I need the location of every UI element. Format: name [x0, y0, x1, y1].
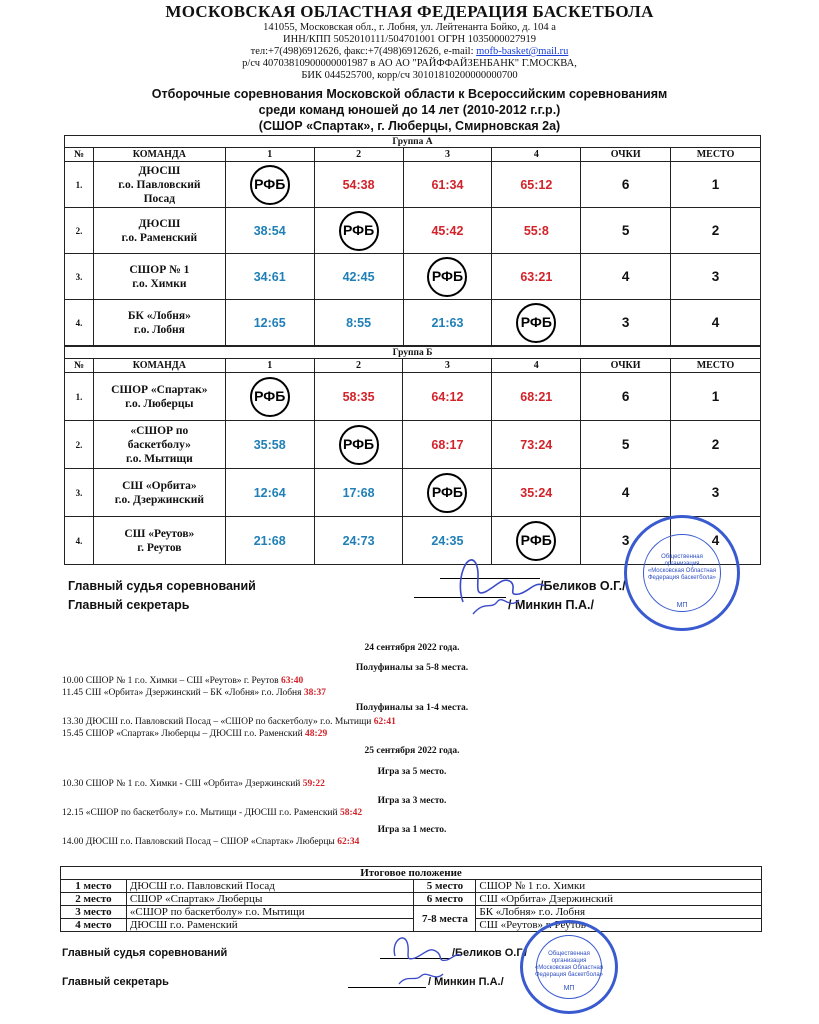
- score-cell: 61:34: [403, 162, 492, 208]
- stamp2-mp: МП: [563, 985, 575, 992]
- team-name: [93, 162, 225, 208]
- judge-name-2: /Беликов О.Г./: [452, 947, 528, 959]
- group-a-table: [64, 135, 761, 346]
- header-place: МЕСТО: [671, 148, 761, 162]
- points-cell: 3: [581, 517, 671, 565]
- stamp2-line-2: организация: [551, 958, 587, 964]
- header-col-3: 3: [403, 148, 492, 162]
- match-3-score: 62:41: [373, 717, 396, 727]
- match-4-score: 48:29: [305, 729, 328, 739]
- team-line-2: г.о. Дзержинский: [114, 493, 204, 506]
- score-cell: 34:61: [225, 254, 314, 300]
- header-place: МЕСТО: [671, 359, 761, 373]
- team-line-2: г.о. Раменский: [121, 231, 198, 244]
- place-5-label: 5 место: [414, 880, 476, 893]
- diagonal-cell: [492, 300, 581, 346]
- stamp-line-2: организация: [664, 561, 700, 567]
- place-6-team: СШ «Орбита» Дзержинский: [476, 893, 762, 906]
- team-line-3: г.о. Мытищи: [125, 452, 193, 465]
- place-8-team: СШ «Реутов» г. Реутов: [476, 919, 762, 932]
- row-number: 2.: [65, 421, 94, 469]
- header-num: №: [65, 359, 94, 373]
- points-cell: 5: [581, 208, 671, 254]
- place-4-label: 4 место: [61, 919, 127, 932]
- email-link[interactable]: mofb-basket@mail.ru: [476, 46, 569, 57]
- game-3-heading: Игра за 3 место.: [377, 796, 447, 806]
- judge-signature: [445, 540, 555, 620]
- place-6-label: 6 место: [414, 893, 476, 906]
- place-cell: 2: [671, 208, 761, 254]
- score-cell: 65:12: [492, 162, 581, 208]
- score-cell: 58:35: [314, 373, 403, 421]
- team-line-1: БК «Лобня»: [127, 309, 191, 322]
- header-col-4: 4: [492, 148, 581, 162]
- match-7: [62, 837, 359, 847]
- official-stamp-2: [520, 920, 618, 1014]
- judge-label-2: Главный судья соревнований: [62, 947, 228, 959]
- match-3-teams: 13.30 ДЮСШ г.о. Павловский Посад – «СШОР по баскетболу» г.о. Мытищи: [62, 717, 374, 727]
- score-cell: 35:24: [492, 469, 581, 517]
- match-3: [62, 717, 396, 727]
- match-4: [62, 729, 327, 739]
- score-cell: 55:8: [492, 208, 581, 254]
- team-line-2: г.о. Люберцы: [125, 397, 194, 410]
- stamp-mp: МП: [676, 602, 688, 609]
- match-2: [62, 688, 326, 698]
- rfb-logo: РФБ: [339, 425, 379, 465]
- match-4-teams: 15.45 СШОР «Спартак» Люберцы – ДЮСШ г.о. Раменский: [62, 729, 306, 739]
- header-col-2: 2: [314, 359, 403, 373]
- header-num: №: [65, 148, 94, 162]
- place-cell: 4: [671, 300, 761, 346]
- match-7-teams: 14.00 ДЮСШ г.о. Павловский Посад – СШОР «Спартак» Люберцы: [62, 837, 338, 847]
- team-line-1: СШОР № 1: [129, 263, 190, 276]
- place-2-label: 2 место: [61, 893, 127, 906]
- final-title: Итоговое положение: [61, 867, 762, 880]
- header-col-3: 3: [403, 359, 492, 373]
- team-row: [65, 300, 761, 346]
- score-cell: 63:21: [492, 254, 581, 300]
- team-row: [65, 421, 761, 469]
- place-4-team: ДЮСШ г.о. Раменский: [126, 919, 414, 932]
- team-line-1: ДЮСШ: [138, 164, 181, 177]
- score-cell: 64:12: [403, 373, 492, 421]
- place-3-team: «СШОР по баскетболу» г.о. Мытищи: [126, 906, 414, 919]
- team-line-3: Посад: [143, 192, 176, 205]
- match-1-score: 63:40: [281, 676, 304, 686]
- header-points: ОЧКИ: [581, 148, 671, 162]
- inn-line: ИНН/КПП 5052010111/504701001 ОГРН 1035000027919: [283, 34, 536, 45]
- row-number: 3.: [65, 469, 94, 517]
- judge-name: /Беликов О.Г./: [540, 579, 626, 593]
- team-line-1: СШОР «Спартак»: [111, 383, 208, 396]
- semifinal-1-4-heading: Полуфиналы за 1-4 места.: [355, 703, 469, 713]
- team-name: [93, 208, 225, 254]
- rfb-logo: РФБ: [516, 303, 556, 343]
- row-number: 2.: [65, 208, 94, 254]
- points-cell: 6: [581, 373, 671, 421]
- header-col-1: 1: [225, 148, 314, 162]
- place-2-team: СШОР «Спартак» Люберцы: [126, 893, 414, 906]
- judge-signature-2: [385, 928, 465, 998]
- group-a-title: Группа А: [65, 136, 761, 148]
- team-row: [65, 373, 761, 421]
- game-1-heading: Игра за 1 место.: [377, 825, 447, 835]
- score-cell: 68:21: [492, 373, 581, 421]
- score-cell: 35:58: [225, 421, 314, 469]
- score-cell: 21:63: [403, 300, 492, 346]
- score-cell: 24:35: [403, 517, 492, 565]
- secretary-label: Главный секретарь: [68, 598, 190, 612]
- row-number: 1.: [65, 373, 94, 421]
- day-1-heading: 24 сентября 2022 года.: [364, 643, 460, 653]
- diagonal-cell: [403, 254, 492, 300]
- rfb-logo: РФБ: [250, 377, 290, 417]
- match-1: [62, 676, 303, 686]
- team-line-2: баскетболу»: [127, 438, 191, 451]
- match-6-score: 58:42: [339, 808, 363, 818]
- score-cell: 21:68: [225, 517, 314, 565]
- group-a-header-row: [65, 148, 761, 162]
- header-team: КОМАНДА: [93, 148, 225, 162]
- points-cell: 4: [581, 469, 671, 517]
- group-b-header-row: [65, 359, 761, 373]
- row-number: 4.: [65, 300, 94, 346]
- official-stamp: [624, 515, 740, 631]
- team-name: [93, 254, 225, 300]
- team-line-2: г.о. Химки: [132, 277, 187, 290]
- match-2-score: 38:37: [303, 688, 327, 698]
- diagonal-cell: [403, 469, 492, 517]
- score-cell: 12:64: [225, 469, 314, 517]
- rfb-logo: РФБ: [250, 165, 290, 205]
- team-line-1: СШ «Реутов»: [124, 527, 195, 540]
- diagonal-cell: [225, 162, 314, 208]
- team-line-2: г.о. Павловский: [118, 178, 201, 191]
- team-row: [65, 208, 761, 254]
- place-1-label: 1 место: [61, 880, 127, 893]
- final-row-3: [61, 906, 762, 919]
- points-cell: 4: [581, 254, 671, 300]
- diagonal-cell: [314, 421, 403, 469]
- team-line-1: ДЮСШ: [138, 217, 181, 230]
- title-line-1: Отборочные соревнования Московской области к Всероссийским соревнованиям: [151, 87, 668, 101]
- team-row: [65, 162, 761, 208]
- header-col-2: 2: [314, 148, 403, 162]
- diagonal-cell: [314, 208, 403, 254]
- score-cell: 42:45: [314, 254, 403, 300]
- score-cell: 8:55: [314, 300, 403, 346]
- header-points: ОЧКИ: [581, 359, 671, 373]
- diagonal-cell: [225, 373, 314, 421]
- place-7-8-label: 7-8 места: [414, 906, 476, 932]
- schedule: [62, 643, 762, 853]
- header-team: КОМАНДА: [93, 359, 225, 373]
- team-line-2: г. Реутов: [137, 541, 182, 554]
- place-7-team: БК «Лобня» г.о. Лобня: [476, 906, 762, 919]
- place-cell: 3: [671, 254, 761, 300]
- bik-line: БИК 044525700, корр/сч 30101810200000000700: [301, 70, 518, 81]
- title-line-3: (СШОР «Спартак», г. Люберцы, Смирновская 2а): [258, 119, 561, 133]
- score-cell: 54:38: [314, 162, 403, 208]
- score-cell: 12:65: [225, 300, 314, 346]
- place-cell: 2: [671, 421, 761, 469]
- team-name: [93, 373, 225, 421]
- contacts-text: тел:+7(498)6912626, факс:+7(498)6912626, e-mail:: [250, 46, 477, 57]
- team-row: [65, 254, 761, 300]
- semifinal-5-8-heading: Полуфиналы за 5-8 места.: [355, 663, 469, 673]
- address-line: 141055, Московская обл., г. Лобня, ул. Лейтенанта Бойко, д. 104 а: [263, 22, 556, 33]
- match-2-teams: 11.45 СШ «Орбита» Дзержинский – БК «Лобня» г.о. Лобня: [62, 688, 304, 698]
- final-row-1: [61, 880, 762, 893]
- team-name: [93, 300, 225, 346]
- account-line: р/сч 40703810900000001987 в АО АО "РАЙФФАЙЗЕНБАНК" Г.МОСКВА,: [242, 58, 577, 69]
- game-5-heading: Игра за 5 место.: [377, 767, 447, 777]
- score-cell: 73:24: [492, 421, 581, 469]
- team-name: [93, 421, 225, 469]
- group-b-title: Группа Б: [65, 347, 761, 359]
- place-3-label: 3 место: [61, 906, 127, 919]
- stamp2-line-3: «Московская Областная: [534, 965, 604, 971]
- points-cell: 3: [581, 300, 671, 346]
- row-number: 3.: [65, 254, 94, 300]
- place-cell: 1: [671, 162, 761, 208]
- match-6: [62, 808, 362, 818]
- row-number: 4.: [65, 517, 94, 565]
- rfb-logo: РФБ: [339, 211, 379, 251]
- team-row: [65, 469, 761, 517]
- final-row-2: [61, 893, 762, 906]
- score-cell: 45:42: [403, 208, 492, 254]
- match-6-teams: 12.15 «СШОР по баскетболу» г.о. Мытищи - ДЮСШ г.о. Раменский: [62, 808, 340, 818]
- match-5-teams: 10.30 СШОР № 1 г.о. Химки - СШ «Орбита» Дзержинский: [62, 779, 303, 789]
- team-line-2: г.о. Лобня: [133, 323, 185, 336]
- secretary-name-2: / Минкин П.А./: [428, 976, 504, 988]
- place-cell: 1: [671, 373, 761, 421]
- rfb-logo: РФБ: [516, 521, 556, 561]
- score-cell: 38:54: [225, 208, 314, 254]
- match-7-score: 62:34: [337, 837, 360, 847]
- judge-label: Главный судья соревнований: [68, 579, 256, 593]
- stamp2-line-4: Федерация баскетбола»: [534, 972, 603, 978]
- team-name: [93, 517, 225, 565]
- match-5: [62, 779, 325, 789]
- header-col-1: 1: [225, 359, 314, 373]
- secretary-label-2: Главный секретарь: [62, 976, 169, 988]
- score-cell: 68:17: [403, 421, 492, 469]
- rfb-logo: РФБ: [427, 473, 467, 513]
- place-cell: 4: [671, 517, 761, 565]
- team-line-1: СШ «Орбита»: [122, 479, 197, 492]
- score-cell: 24:73: [314, 517, 403, 565]
- stamp-line-1: Общественная: [661, 554, 703, 560]
- match-1-teams: 10.00 СШОР № 1 г.о. Химки – СШ «Реутов» г. Реутов: [62, 676, 282, 686]
- stamp2-line-1: Общественная: [548, 951, 590, 957]
- points-cell: 5: [581, 421, 671, 469]
- secretary-name: / Минкин П.А./: [508, 598, 594, 612]
- points-cell: 6: [581, 162, 671, 208]
- match-5-score: 59:22: [302, 779, 325, 789]
- rfb-logo: РФБ: [427, 257, 467, 297]
- place-cell: 3: [671, 469, 761, 517]
- stamp-line-4: Федерация баскетбола»: [647, 575, 716, 581]
- day-2-heading: 25 сентября 2022 года.: [364, 746, 460, 756]
- header-col-4: 4: [492, 359, 581, 373]
- final-standings-table: [60, 866, 762, 932]
- place-1-team: ДЮСШ г.о. Павловский Посад: [126, 880, 414, 893]
- stamp-line-3: «Московская Областная: [647, 568, 717, 574]
- row-number: 1.: [65, 162, 94, 208]
- place-5-team: СШОР № 1 г.о. Химки: [476, 880, 762, 893]
- title-line-2: среди команд юношей до 14 лет (2010-2012 г.г.р.): [258, 103, 561, 117]
- team-line-1: «СШОР по: [130, 424, 189, 437]
- team-name: [93, 469, 225, 517]
- score-cell: 17:68: [314, 469, 403, 517]
- federation-name: МОСКОВСКАЯ ОБЛАСТНАЯ ФЕДЕРАЦИЯ БАСКЕТБОЛА: [165, 2, 654, 21]
